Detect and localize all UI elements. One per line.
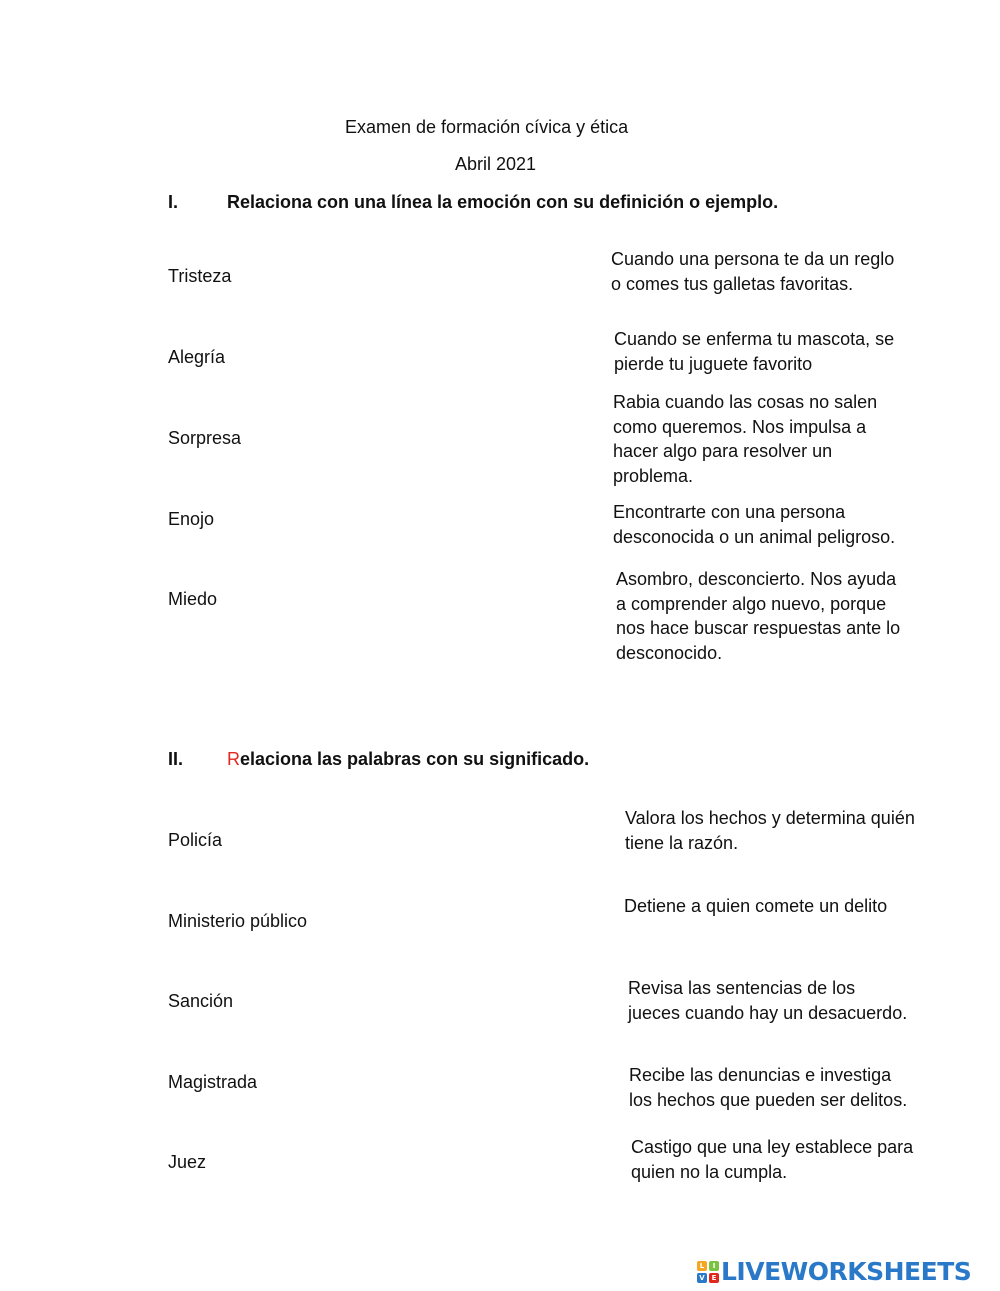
definition-1-line: Cuando una persona te da un reglo <box>611 249 895 269</box>
definition-3[interactable] <box>613 390 877 488</box>
liveworksheets-logo <box>697 1256 971 1286</box>
meaning-3[interactable] <box>628 976 907 1025</box>
term-tristeza[interactable]: Tristeza <box>168 266 232 286</box>
section-1-instruction: Relaciona con una línea la emoción con su definición o ejemplo. <box>227 192 779 212</box>
definition-5-line: nos hace buscar respuestas ante lo <box>616 618 901 638</box>
logo-text: LIVEWORKSHEETS <box>721 1256 972 1286</box>
meaning-4-line: Recibe las denuncias e investiga <box>629 1065 892 1085</box>
meaning-1[interactable] <box>625 806 915 855</box>
definition-5-line: a comprender algo nuevo, porque <box>616 593 887 614</box>
logo-mark-cell: V <box>697 1273 707 1283</box>
definition-4-line: Encontrarte con una persona <box>613 502 846 522</box>
instruction-first-letter: R <box>227 749 240 769</box>
definition-2-line: Cuando se enferma tu mascota, se <box>614 329 895 349</box>
term-ministerio-publico[interactable]: Ministerio público <box>168 911 308 931</box>
definition-4[interactable] <box>613 500 895 549</box>
meaning-1-line: tiene la razón. <box>625 832 739 853</box>
meaning-3-line: Revisa las sentencias de los <box>628 978 856 998</box>
definition-5-line: desconocido. <box>616 642 723 663</box>
meaning-3-line: jueces cuando hay un desacuerdo. <box>628 1002 908 1023</box>
definition-3-line: hacer algo para resolver un <box>613 441 833 461</box>
meaning-2[interactable] <box>624 894 887 919</box>
meaning-5-line: Castigo que una ley establece para <box>631 1137 914 1157</box>
section-2-instruction <box>227 749 589 770</box>
definition-4-line: desconocida o un animal peligroso. <box>613 526 896 547</box>
definition-5-line: Asombro, desconcierto. Nos ayuda <box>616 569 897 589</box>
meaning-2-line: Detiene a quien comete un delito <box>624 896 888 916</box>
section-2-number: II. <box>168 749 184 769</box>
definition-2[interactable] <box>614 327 894 376</box>
definition-2-line: pierde tu juguete favorito <box>614 353 813 374</box>
page-title: Examen de formación cívica y ética <box>345 117 629 137</box>
definition-1-line: o comes tus galletas favoritas. <box>611 273 854 294</box>
term-miedo[interactable]: Miedo <box>168 589 218 609</box>
meaning-5-line: quien no la cumpla. <box>631 1161 788 1182</box>
logo-mark-icon <box>697 1261 719 1283</box>
section-1-number: I. <box>168 192 179 212</box>
term-sancion[interactable]: Sanción <box>168 991 234 1011</box>
definition-1[interactable] <box>611 247 894 296</box>
instruction-rest: elaciona las palabras con su significado. <box>240 749 590 769</box>
meaning-4[interactable] <box>629 1063 907 1112</box>
logo-mark-cell: E <box>709 1273 719 1283</box>
exam-date: Abril 2021 <box>455 154 537 174</box>
logo-mark-cell: I <box>709 1261 719 1271</box>
meaning-4-line: los hechos que pueden ser delitos. <box>629 1089 908 1110</box>
term-enojo[interactable]: Enojo <box>168 509 215 529</box>
logo-mark-cell: L <box>697 1261 707 1271</box>
term-alegria[interactable]: Alegría <box>168 347 226 367</box>
definition-3-line: Rabia cuando las cosas no salen <box>613 392 878 412</box>
definition-3-line: problema. <box>613 465 694 486</box>
definition-5[interactable] <box>616 567 900 665</box>
meaning-5[interactable] <box>631 1135 913 1184</box>
meaning-1-line: Valora los hechos y determina quién <box>625 808 915 828</box>
term-sorpresa[interactable]: Sorpresa <box>168 428 242 448</box>
definition-3-line: como queremos. Nos impulsa a <box>613 416 867 437</box>
term-juez[interactable]: Juez <box>168 1152 207 1172</box>
term-magistrada[interactable]: Magistrada <box>168 1072 258 1092</box>
term-policia[interactable]: Policía <box>168 830 223 850</box>
